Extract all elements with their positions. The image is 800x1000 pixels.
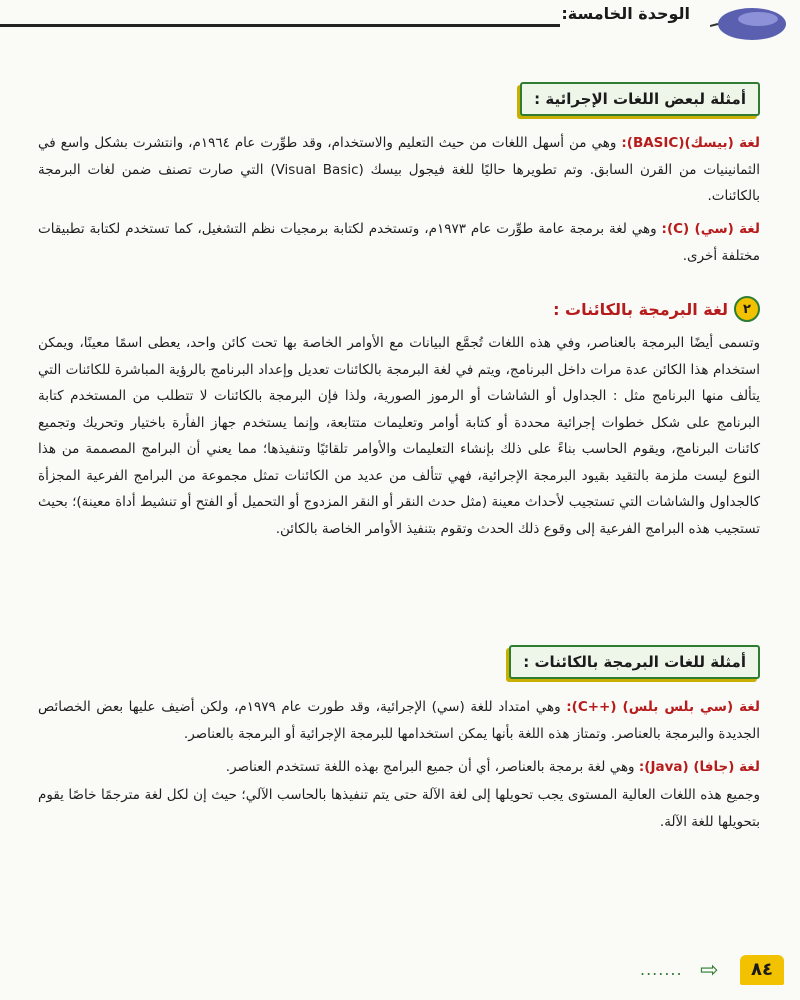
unit-title: الوحدة الخامسة: <box>561 4 690 23</box>
basic-text: وهي من أسهل اللغات من حيث التعليم والاستخدام، وقد طوِّرت عام ١٩٦٤م، وانتشرت بشكل واسع في الثمانينيات من القرن السابق. وتم تطويرها حاليًا للغة فيجول بيسك (Visual Basic) التي صارت تصنف ضمن لغات البرمجة بالكائنات. <box>38 135 760 204</box>
header-rule <box>0 24 560 27</box>
paragraph-c <box>38 216 760 269</box>
computer-mouse-icon <box>710 4 790 44</box>
paragraph-cpp <box>38 694 760 747</box>
section-heading-oop-examples <box>509 645 760 679</box>
page-number: ٨٤ <box>740 955 784 985</box>
paragraph-java <box>38 754 760 781</box>
c-text: وهي لغة برمجة عامة طوِّرت عام ١٩٧٣م، وتستخدم لكتابة برمجيات نظم التشغيل، كما تستخدم لكتابة تطبيقات مختلفة أخرى. <box>38 221 760 264</box>
paragraph-closing <box>38 782 760 835</box>
term-java: لغة (جافا) (Java): <box>638 759 760 775</box>
cpp-text: وهي امتداد للغة (سي) الإجرائية، وقد طورت عام ١٩٧٩م، ولكن أضيف عليها بعض الخصائص الجديدة والبرمجة بالعناصر. وتمتاز هذه اللغة بأنها يمكن استخدامها للبرمجة الإجرائية أو البرمجة بالعناصر. <box>38 699 760 742</box>
section-heading-text: أمثلة للغات البرمجة بالكائنات : <box>523 653 746 671</box>
closing-text: وجميع هذه اللغات العالية المستوى يجب تحويلها إلى لغة الآلة حتى يتم تنفيذها بالحاسب الآلي؛ حيث إن لكل لغة مترجمًا خاصًا يقوم بتحويلها للغة الآلة. <box>38 787 760 830</box>
arrow-icon: ⇨ <box>700 958 719 983</box>
term-basic: لغة (بيسك)(BASIC): <box>621 135 760 151</box>
section-number-badge: ٢ <box>734 296 760 322</box>
section-heading-oop-text: لغة البرمجة بالكائنات : <box>553 299 728 319</box>
term-cpp: لغة (سي بلس بلس) (++C): <box>566 699 760 715</box>
oop-text: وتسمى أيضًا البرمجة بالعناصر، وفي هذه اللغات تُجمَّع البيانات مع الأوامر الخاصة بها تحت كائن واحد، يعطى اسمًا معينًا، ويمكن استخدام هذا الكائن عدة مرات داخل البرنامج، ويتم في لغة البرمجة بالكائنات تعديل وإعداد البرنامج بالرؤية المباشرة للكائنات التي يتألف منها البرنامج مثل : الجداول أو الشاشات أو الرموز الصورية، ولذا فإن البرمجة بالكائنات لا تتطلب من المستخدم كتابة البرنامج على شكل خطوات إجرائية محددة أو كتابة أوامر وتعليمات متتابعة، وإنما يستخدم جهاز الفأرة باختيار وتحريك وتجميع كائنات البرنامج، ويقوم الحاسب بناءً على ذلك بإنشاء التعليمات والأوامر تلقائيًا وتنفيذها؛ مما يعني أن البرامج المصممة من هذا النوع ليست ملزمة بالتقيد بقيود البرمجة الإجرائية، فهي تتألف من عديد من الكائنات تمثل مجموعة من البرامج الفرعية المجزأة كالجداول والشاشات التي تستجيب لأحداث معينة (مثل حدث النقر أو النقر المزدوج أو التحميل أو الفتح أو تنشيط أداة معينة)؛ بحيث تستجيب هذه البرامج الفرعية إلى وقوع ذلك الحدث وتقوم بتنفيذ الأوامر الخاصة بالكائن. <box>38 335 760 537</box>
java-text: وهي لغة برمجة بالعناصر، أي أن جميع البرامج بهذه اللغة تستخدم العناصر. <box>225 759 639 775</box>
paragraph-oop <box>38 330 760 542</box>
section-heading-oop <box>553 296 760 322</box>
footer-dots: ....... <box>640 960 683 979</box>
term-c: لغة (سي) (C): <box>661 221 760 237</box>
paragraph-basic <box>38 130 760 210</box>
section-heading-procedural-examples <box>520 82 760 116</box>
section-heading-text: أمثلة لبعض اللغات الإجرائية : <box>534 90 746 108</box>
